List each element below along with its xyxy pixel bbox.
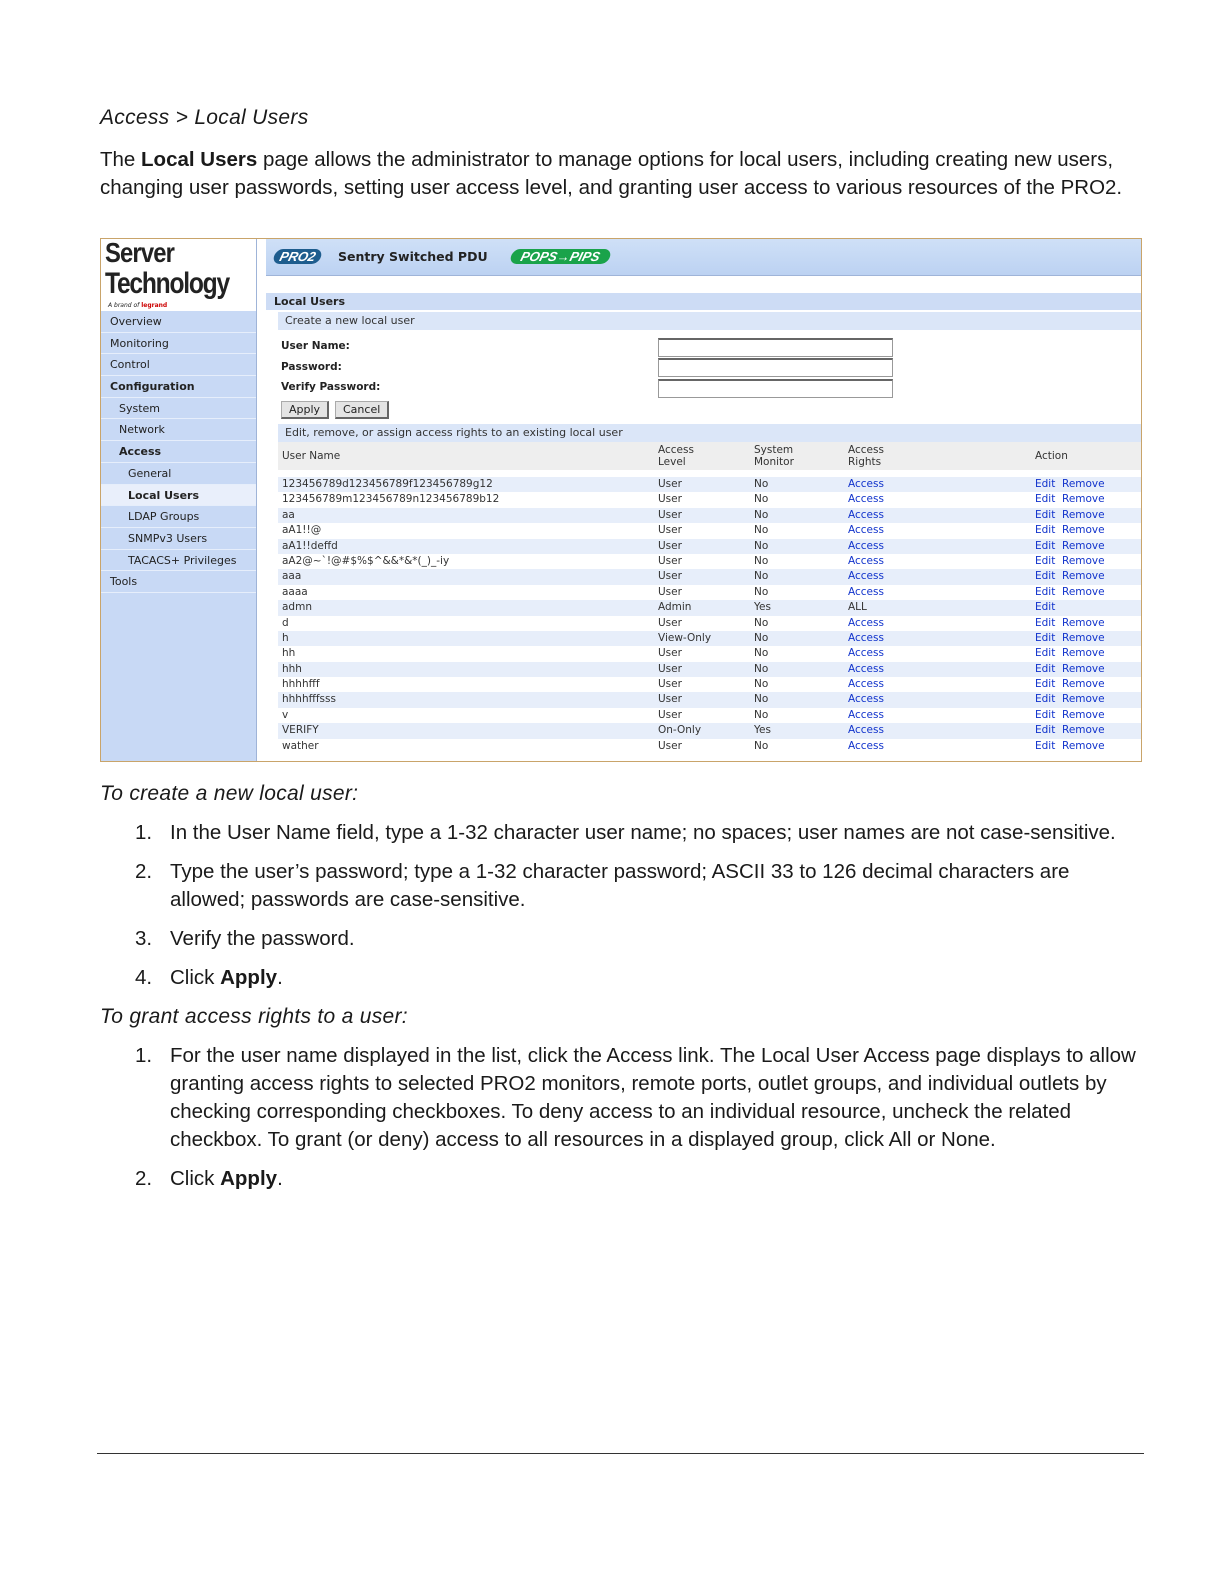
access-link[interactable]: Access <box>848 724 884 737</box>
remove-link[interactable]: Remove <box>1062 524 1105 537</box>
procedures <box>100 780 1145 1204</box>
access-level: User <box>658 739 682 752</box>
logo-tagline <box>108 301 167 310</box>
edit-users-header: Edit, remove, or assign access rights to an existing local user <box>278 424 1141 442</box>
table-row <box>278 600 1141 615</box>
user-name: admn <box>282 601 312 614</box>
sidebar-item[interactable]: Network <box>101 419 256 441</box>
remove-link[interactable]: Remove <box>1062 693 1105 706</box>
table-row <box>278 646 1141 661</box>
password-input[interactable] <box>658 358 893 377</box>
create-heading: To create a new local user: <box>100 782 359 805</box>
create-user-header: Create a new local user <box>278 312 1141 330</box>
access-link[interactable]: Access <box>848 739 884 752</box>
remove-link[interactable]: Remove <box>1062 493 1105 506</box>
list-item <box>135 964 1145 992</box>
col-text: Level <box>658 456 686 468</box>
user-name: 123456789m123456789n123456789b12 <box>282 493 500 506</box>
user-name: hh <box>282 647 296 660</box>
edit-link[interactable]: Edit <box>1035 678 1056 691</box>
table-row <box>278 739 1141 754</box>
edit-link[interactable]: Edit <box>1035 616 1056 629</box>
logo-line2: Technology <box>105 267 229 300</box>
access-link[interactable]: Access <box>848 616 884 629</box>
remove-link[interactable]: Remove <box>1062 508 1105 521</box>
edit-link[interactable]: Edit <box>1035 647 1056 660</box>
col-text: System <box>754 444 794 456</box>
access-link[interactable]: Access <box>848 478 884 490</box>
table-row <box>278 631 1141 646</box>
table-row <box>278 616 1141 631</box>
verify-password-input[interactable] <box>658 379 893 398</box>
sidebar-item[interactable]: General <box>101 463 256 485</box>
col-text: Monitor <box>754 456 794 468</box>
intro-text: The <box>100 148 142 171</box>
edit-link[interactable]: Edit <box>1035 554 1056 567</box>
remove-link[interactable]: Remove <box>1062 678 1105 691</box>
remove-link[interactable]: Remove <box>1062 647 1105 660</box>
user-name: hhh <box>282 662 302 675</box>
user-name: hhhhfff <box>282 678 320 691</box>
col-action: Action <box>1035 450 1068 462</box>
apply-button[interactable]: Apply <box>281 401 329 419</box>
users-table-header <box>278 442 1141 470</box>
step-text: Click <box>170 1167 221 1190</box>
tagline-text: A brand of <box>108 302 140 309</box>
intro-paragraph <box>100 146 1144 202</box>
legrand-brand: legrand <box>141 302 168 309</box>
edit-link[interactable]: Edit <box>1035 478 1056 490</box>
system-monitor: No <box>754 739 769 752</box>
access-level: User <box>658 478 682 490</box>
remove-link[interactable]: Remove <box>1062 616 1105 629</box>
user-name: aA2@~`!@#$%$^&&*&*(_)_-iy <box>282 554 450 567</box>
access-level: User <box>658 539 682 552</box>
grant-heading: To grant access rights to a user: <box>100 1005 408 1028</box>
footer-rule <box>97 1453 1144 1454</box>
sidebar-nav <box>101 311 256 593</box>
edit-link[interactable]: Edit <box>1035 493 1056 506</box>
access-level: User <box>658 508 682 521</box>
access-link[interactable]: Access <box>848 524 884 537</box>
access-level: View-Only <box>658 631 712 644</box>
access-level: User <box>658 524 682 537</box>
step-text: In the User Name field, type a 1-32 character user name; no spaces; user names are not case-sensitive. <box>170 821 1116 844</box>
product-title: Sentry Switched PDU <box>338 249 488 264</box>
system-monitor: No <box>754 524 769 537</box>
list-item <box>135 1165 1145 1193</box>
remove-link[interactable]: Remove <box>1062 554 1105 567</box>
sidebar-item[interactable]: Control <box>101 354 256 376</box>
step-number: 1. <box>135 821 153 844</box>
edit-link[interactable]: Edit <box>1035 539 1056 552</box>
access-link[interactable]: Access <box>848 585 884 598</box>
grant-steps <box>135 1042 1145 1193</box>
step-number: 2. <box>135 1167 153 1190</box>
system-monitor: No <box>754 647 769 660</box>
remove-link[interactable]: Remove <box>1062 478 1105 490</box>
edit-link[interactable]: Edit <box>1035 662 1056 675</box>
access-level: User <box>658 708 682 721</box>
sidebar-item[interactable]: Access <box>101 441 256 463</box>
system-monitor: No <box>754 478 769 490</box>
col-system-monitor <box>754 444 794 468</box>
step-text: . <box>277 1167 283 1190</box>
access-link[interactable]: Access <box>848 693 884 706</box>
access-link[interactable]: Access <box>848 678 884 691</box>
table-row <box>278 723 1141 738</box>
user-name-input[interactable] <box>658 338 893 357</box>
step-text: Type the user’s password; type a 1-32 character password; ASCII 33 to 126 decimal characters are allowed; passwords are case-sensitive. <box>170 860 1070 911</box>
system-monitor: No <box>754 616 769 629</box>
access-link[interactable]: Access <box>848 508 884 521</box>
step-text: For the user name displayed in the list, click the Access link. The Local User Access page displays to allow granting access rights to selected PRO2 monitors, remote ports, outlet groups, and individual outlets by checking corresponding checkboxes. To deny access to an individual resource, uncheck the related checkbox. To grant (or deny) access to all resources in a displayed group, click All or None. <box>170 1044 1136 1151</box>
list-item <box>135 925 1145 953</box>
col-text: Access <box>658 444 694 456</box>
sidebar <box>101 239 257 761</box>
remove-link[interactable]: Remove <box>1062 631 1105 644</box>
system-monitor: No <box>754 585 769 598</box>
access-level: User <box>658 647 682 660</box>
edit-link[interactable]: Edit <box>1035 585 1056 598</box>
table-row <box>278 569 1141 584</box>
sidebar-item[interactable]: TACACS+ Privileges <box>101 550 256 572</box>
system-monitor: No <box>754 708 769 721</box>
step-text: Click <box>170 966 221 989</box>
access-link[interactable]: Access <box>848 631 884 644</box>
sidebar-item[interactable]: Tools <box>101 571 256 593</box>
system-monitor: No <box>754 631 769 644</box>
intro-bold: Local Users <box>141 148 258 171</box>
table-row <box>278 708 1141 723</box>
list-item <box>135 858 1145 914</box>
user-name: aa <box>282 508 295 521</box>
user-name-label: User Name: <box>281 340 350 352</box>
table-row <box>278 662 1141 677</box>
sidebar-item[interactable]: Configuration <box>101 376 256 398</box>
create-steps <box>135 819 1145 992</box>
sidebar-item[interactable]: SNMPv3 Users <box>101 528 256 550</box>
step-text: Apply <box>220 966 278 989</box>
section-heading: Access > Local Users <box>100 106 309 129</box>
local-users-screenshot <box>100 238 1142 762</box>
access-link[interactable]: Access <box>848 493 884 506</box>
table-row <box>278 477 1141 492</box>
edit-link[interactable]: Edit <box>1035 601 1056 614</box>
edit-link[interactable]: Edit <box>1035 524 1056 537</box>
access-link[interactable]: Access <box>848 539 884 552</box>
step-text: Verify the password. <box>170 927 355 950</box>
col-text: Access <box>848 444 884 456</box>
main-content <box>257 239 1141 761</box>
access-link: ALL <box>848 601 867 614</box>
server-technology-logo <box>101 239 256 311</box>
access-level: User <box>658 678 682 691</box>
access-link[interactable]: Access <box>848 647 884 660</box>
list-item <box>135 819 1145 847</box>
sidebar-item[interactable]: Local Users <box>101 485 256 507</box>
sidebar-item[interactable]: LDAP Groups <box>101 506 256 528</box>
remove-link[interactable]: Remove <box>1062 585 1105 598</box>
step-text: . <box>277 966 283 989</box>
list-item <box>135 1042 1145 1154</box>
access-level: User <box>658 585 682 598</box>
sidebar-item[interactable]: Overview <box>101 311 256 333</box>
table-row <box>278 692 1141 707</box>
access-link[interactable]: Access <box>848 708 884 721</box>
sidebar-item[interactable]: Monitoring <box>101 333 256 355</box>
col-user-name: User Name <box>282 450 341 462</box>
local-users-title: Local Users <box>266 293 1141 310</box>
system-monitor: No <box>754 508 769 521</box>
access-link[interactable]: Access <box>848 662 884 675</box>
table-row <box>278 539 1141 554</box>
remove-link[interactable]: Remove <box>1062 708 1105 721</box>
step-number: 2. <box>135 860 153 883</box>
intro-text-rest: page allows the administrator to manage options for local users, including creating new users, changing user passwords, setting user access level, and granting user access to various resources of the PRO2. <box>100 148 1123 199</box>
remove-link[interactable]: Remove <box>1062 739 1105 752</box>
pops-pips-badge: POPS→PIPS <box>509 249 612 264</box>
access-link[interactable]: Access <box>848 570 884 583</box>
system-monitor: No <box>754 493 769 506</box>
system-monitor: No <box>754 662 769 675</box>
edit-link[interactable]: Edit <box>1035 693 1056 706</box>
table-row <box>278 554 1141 569</box>
user-name: wather <box>282 739 319 752</box>
access-level: User <box>658 662 682 675</box>
password-label: Password: <box>281 361 342 373</box>
cancel-button[interactable]: Cancel <box>335 401 389 419</box>
col-text: Rights <box>848 456 882 468</box>
step-number: 1. <box>135 1044 153 1067</box>
table-row <box>278 508 1141 523</box>
user-name: aA1!!@ <box>282 524 322 537</box>
edit-link[interactable]: Edit <box>1035 708 1056 721</box>
sidebar-item[interactable]: System <box>101 398 256 420</box>
remove-link[interactable]: Remove <box>1062 662 1105 675</box>
user-name: aaa <box>282 570 302 583</box>
access-level: User <box>658 554 682 567</box>
system-monitor: No <box>754 570 769 583</box>
table-row <box>278 492 1141 507</box>
user-name: d <box>282 616 289 629</box>
remove-link[interactable]: Remove <box>1062 724 1105 737</box>
access-level: On-Only <box>658 724 702 737</box>
edit-link[interactable]: Edit <box>1035 631 1056 644</box>
access-level: User <box>658 693 682 706</box>
system-monitor: Yes <box>754 724 771 737</box>
users-table-body <box>278 477 1141 754</box>
access-level: Admin <box>658 601 692 614</box>
edit-link[interactable]: Edit <box>1035 508 1056 521</box>
col-access-rights <box>848 444 884 468</box>
system-monitor: No <box>754 554 769 567</box>
table-row <box>278 585 1141 600</box>
user-name: v <box>282 708 289 721</box>
remove-link[interactable]: Remove <box>1062 539 1105 552</box>
user-name: hhhhfffsss <box>282 693 336 706</box>
edit-link[interactable]: Edit <box>1035 570 1056 583</box>
user-name: 123456789d123456789f123456789g12 <box>282 478 493 490</box>
user-name: aA1!!deffd <box>282 539 338 552</box>
system-monitor: No <box>754 693 769 706</box>
table-row <box>278 523 1141 538</box>
col-access-level <box>658 444 694 468</box>
pro2-badge: PRO2 <box>272 249 323 264</box>
access-link[interactable]: Access <box>848 554 884 567</box>
user-name: h <box>282 631 289 644</box>
edit-link[interactable]: Edit <box>1035 724 1056 737</box>
system-monitor: No <box>754 678 769 691</box>
system-monitor: Yes <box>754 601 771 614</box>
user-name: aaaa <box>282 585 308 598</box>
verify-password-label: Verify Password: <box>281 381 381 393</box>
step-text: Apply <box>220 1167 278 1190</box>
remove-link[interactable]: Remove <box>1062 570 1105 583</box>
step-number: 3. <box>135 927 153 950</box>
user-name: VERIFY <box>282 724 319 737</box>
system-monitor: No <box>754 539 769 552</box>
access-level: User <box>658 570 682 583</box>
product-banner <box>266 239 1141 276</box>
access-level: User <box>658 493 682 506</box>
logo-line1: Server <box>105 239 175 268</box>
table-row <box>278 677 1141 692</box>
edit-link[interactable]: Edit <box>1035 739 1056 752</box>
access-level: User <box>658 616 682 629</box>
step-number: 4. <box>135 966 153 989</box>
